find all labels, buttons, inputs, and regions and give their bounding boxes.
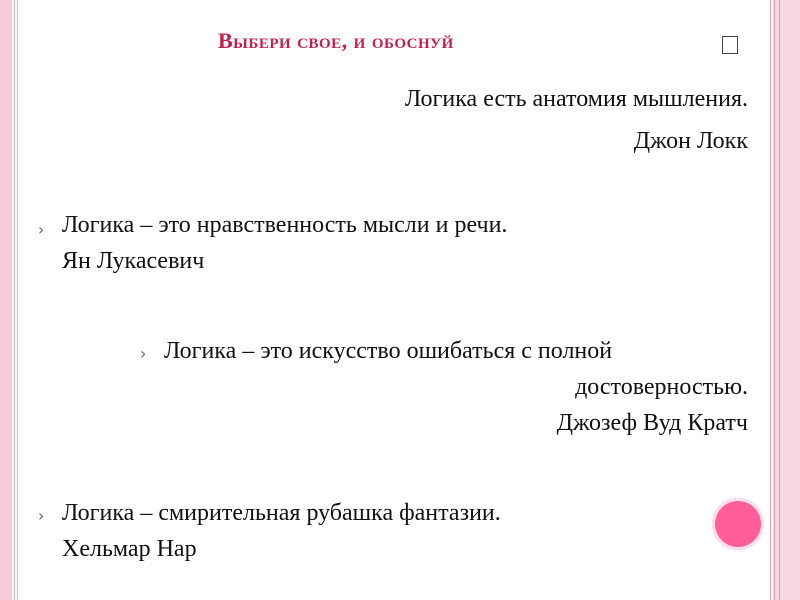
quote-2-text: Логика – это нравственность мысли и речи.: [62, 212, 508, 238]
right-border: [773, 0, 800, 600]
right-border-line: [779, 0, 780, 600]
quote-1-text: Логика есть анатомия мышления.: [404, 86, 748, 112]
right-border-line: [770, 0, 771, 600]
quote-3-text-cont: достоверностью.: [575, 374, 748, 400]
bullet-icon: ›: [38, 220, 45, 239]
quote-2-author: Ян Лукасевич: [62, 248, 205, 274]
quote-4-text: Логика – смирительная рубашка фантазии.: [62, 500, 501, 526]
quote-1-author: Джон Локк: [633, 128, 748, 154]
slide-title: Выбери свое, и обоснуй: [218, 28, 454, 53]
quote-3-text: Логика – это искусство ошибаться с полной: [164, 338, 613, 364]
left-border-line: [14, 0, 15, 600]
decorative-circle: [712, 498, 764, 550]
bullet-icon: ›: [140, 344, 147, 363]
left-border: [0, 0, 12, 600]
bullet-icon: ›: [38, 506, 45, 525]
right-border-line: [774, 0, 775, 600]
left-border-line: [17, 0, 18, 600]
quote-3-author: Джозеф Вуд Кратч: [556, 410, 748, 436]
placeholder-box-icon: [722, 36, 738, 54]
quote-4-author: Хельмар Нар: [62, 536, 197, 562]
